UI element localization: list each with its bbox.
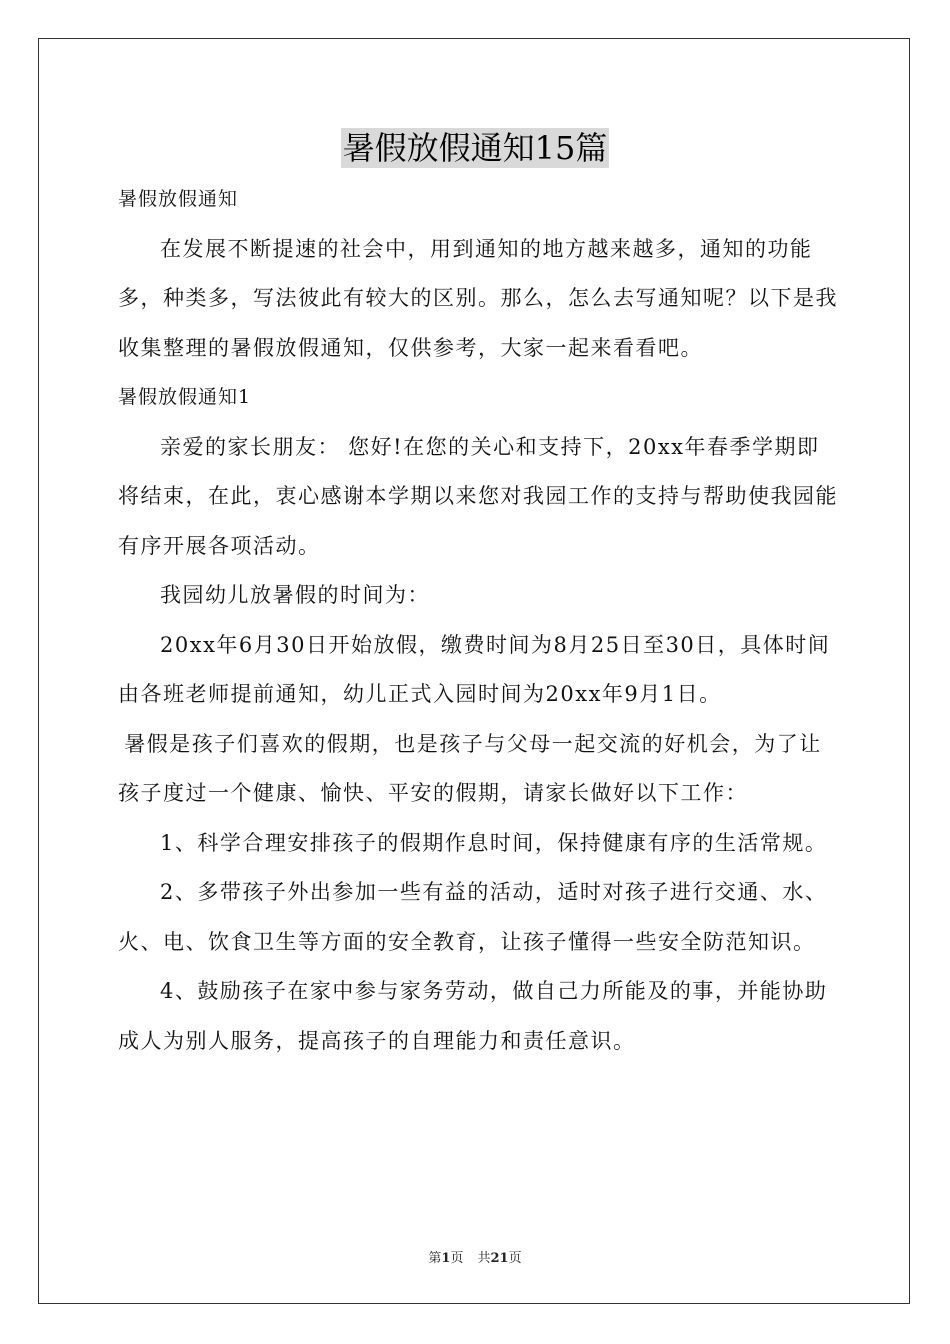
list-item: 4、鼓励孩子在家中参与家务劳动，做自己力所能及的事，并能协助成人为别人服务，提高孩子的自理能力和责任意识。: [118, 979, 828, 1053]
page-suffix: 页: [450, 1251, 464, 1266]
total-suffix: 页: [508, 1251, 522, 1266]
list-item: 2、多带孩子外出参加一些有益的活动，适时对孩子进行交通、水、火、电、饮食卫生等方面的安全教育，让孩子懂得一些安全防范知识。: [118, 880, 828, 954]
paragraph: 亲爱的家长朋友： 您好!在您的关心和支持下，20xx年春季学期即将结束，在此，衷心感谢本学期以来您对我园工作的支持与帮助使我园能有序开展各项活动。: [118, 434, 838, 558]
paragraph: 20xx年6月30日开始放假，缴费时间为8月25日至30日，具体时间由各班老师提前通知，幼儿正式入园时间为20xx年9月1日。: [118, 632, 831, 706]
section-heading: 暑假放假通知1: [118, 386, 252, 408]
document-title: 暑假放假通知15篇: [342, 129, 608, 167]
paragraph: 暑假是孩子们喜欢的假期，也是孩子与父母一起交流的好机会，为了让孩子度过一个健康、愉快、平安的假期，请家长做好以下工作：: [118, 731, 822, 805]
page-current: 1: [441, 1251, 451, 1266]
document-body: [118, 175, 838, 1066]
section-heading: 暑假放假通知: [118, 188, 239, 210]
paragraph: 在发展不断提速的社会中，用到通知的地方越来越多，通知的功能多，种类多，写法彼此有较大的区别。那么，怎么去写通知呢？以下是我收集整理的暑假放假通知，仅供参考，大家一起来看看吧。: [118, 236, 838, 360]
page-total: 21: [490, 1251, 509, 1266]
total-prefix: 共: [477, 1251, 491, 1266]
list-item: 1、科学合理安排孩子的假期作息时间，保持健康有序的生活常规。: [160, 830, 828, 855]
title-wrap: [0, 128, 950, 168]
paragraph: 我园幼儿放暑假的时间为：: [160, 583, 430, 607]
page-prefix: 第: [428, 1251, 442, 1266]
page-footer: [0, 1247, 950, 1266]
